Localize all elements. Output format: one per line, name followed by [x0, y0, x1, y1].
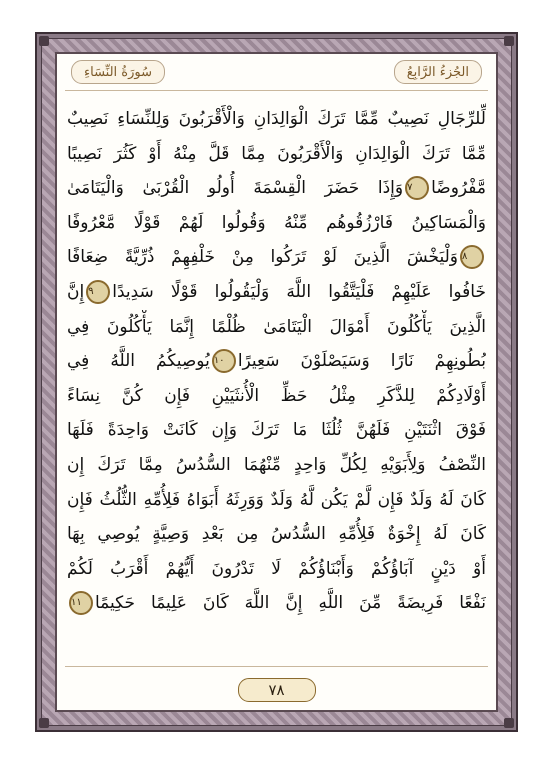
corner-ornament	[504, 718, 514, 728]
surah-name-label: سُورَةُ النِّسَاءِ	[71, 60, 165, 84]
page-content	[55, 52, 498, 712]
footer-divider	[65, 666, 488, 667]
text-line-3: مَّفْرُوضًا٧وَإِذَا حَضَرَ الْقِسْمَةَ أُولُو الْقُرْبَىٰ وَالْيَتَامَىٰ	[67, 178, 486, 199]
ayah-marker-8: ٨	[460, 245, 484, 269]
text-line-8: بُطُونِهِمْ نَارًا وَسَيَصْلَوْنَ سَعِيرًا١٠يُوصِيكُمُ اللَّهُ فِي	[67, 351, 486, 372]
text-line-15: نَفْعًا فَرِيضَةً مِّنَ اللَّهِ إِنَّ اللَّهَ كَانَ عَلِيمًا حَكِيمًا١١	[71, 593, 486, 614]
corner-ornament	[39, 36, 49, 46]
ayah-marker-9: ٩	[86, 280, 110, 304]
text-line-12: كَانَ لَهُ وَلَدٌ فَإِن لَّمْ يَكُن لَّهُ وَلَدٌ وَوَرِثَهُ أَبَوَاهُ فَلِأُمِّهِ الثُّلُثُ فَإِن	[67, 489, 486, 510]
text-line-14: أَوْ دَيْنٍ آبَاؤُكُمْ وَأَبْنَاؤُكُمْ لَا تَدْرُونَ أَيُّهُمْ أَقْرَبُ لَكُمْ	[67, 558, 486, 579]
text-line-9: أَوْلَادِكُمْ لِلذَّكَرِ مِثْلُ حَظِّ الْأُنثَيَيْنِ فَإِن كُنَّ نِسَاءً	[67, 385, 486, 406]
text-line-11: النِّصْفُ وَلِأَبَوَيْهِ لِكُلِّ وَاحِدٍ مِّنْهُمَا السُّدُسُ مِمَّا تَرَكَ إِن	[67, 454, 486, 475]
page-footer	[57, 670, 496, 710]
text-line-13: كَانَ لَهُ إِخْوَةٌ فَلِأُمِّهِ السُّدُسُ مِن بَعْدِ وَصِيَّةٍ يُوصِي بِهَا	[67, 524, 486, 545]
juz-label: الجُزءُ الرَّابِعُ	[394, 60, 482, 84]
text-line-1: لِّلرِّجَالِ نَصِيبٌ مِّمَّا تَرَكَ الْوَالِدَانِ وَالْأَقْرَبُونَ وَلِلنِّسَاءِ نَصِيبٌ	[67, 109, 486, 129]
quran-text	[67, 102, 486, 662]
text-line-7: الَّذِينَ يَأْكُلُونَ أَمْوَالَ الْيَتَامَىٰ ظُلْمًا إِنَّمَا يَأْكُلُونَ فِي	[67, 316, 486, 337]
corner-ornament	[504, 36, 514, 46]
text-line-6: خَافُوا عَلَيْهِمْ فَلْيَتَّقُوا اللَّهَ وَلْيَقُولُوا قَوْلًا سَدِيدًا٩إِنَّ	[67, 281, 486, 302]
ayah-marker-10: ١٠	[212, 349, 236, 373]
text-line-10: فَوْقَ اثْنَتَيْنِ فَلَهُنَّ ثُلُثَا مَا تَرَكَ وَإِن كَانَتْ وَاحِدَةً فَلَهَا	[67, 420, 486, 441]
ayah-marker-11: ١١	[69, 591, 93, 615]
page-header	[57, 54, 496, 90]
page-number: ٧٨	[238, 678, 316, 702]
text-line-2: مِّمَّا تَرَكَ الْوَالِدَانِ وَالْأَقْرَبُونَ مِمَّا قَلَّ مِنْهُ أَوْ كَثُرَ نَصِيبًا	[67, 143, 486, 164]
text-line-4: وَالْمَسَاكِينُ فَارْزُقُوهُم مِّنْهُ وَقُولُوا لَهُمْ قَوْلًا مَّعْرُوفًا	[67, 212, 486, 233]
ayah-marker-7: ٧	[405, 176, 429, 200]
text-line-5: ٨وَلْيَخْشَ الَّذِينَ لَوْ تَرَكُوا مِنْ خَلْفِهِمْ ذُرِّيَّةً ضِعَافًا	[67, 240, 486, 275]
corner-ornament	[39, 718, 49, 728]
page-frame	[35, 32, 518, 732]
header-divider	[65, 90, 488, 91]
